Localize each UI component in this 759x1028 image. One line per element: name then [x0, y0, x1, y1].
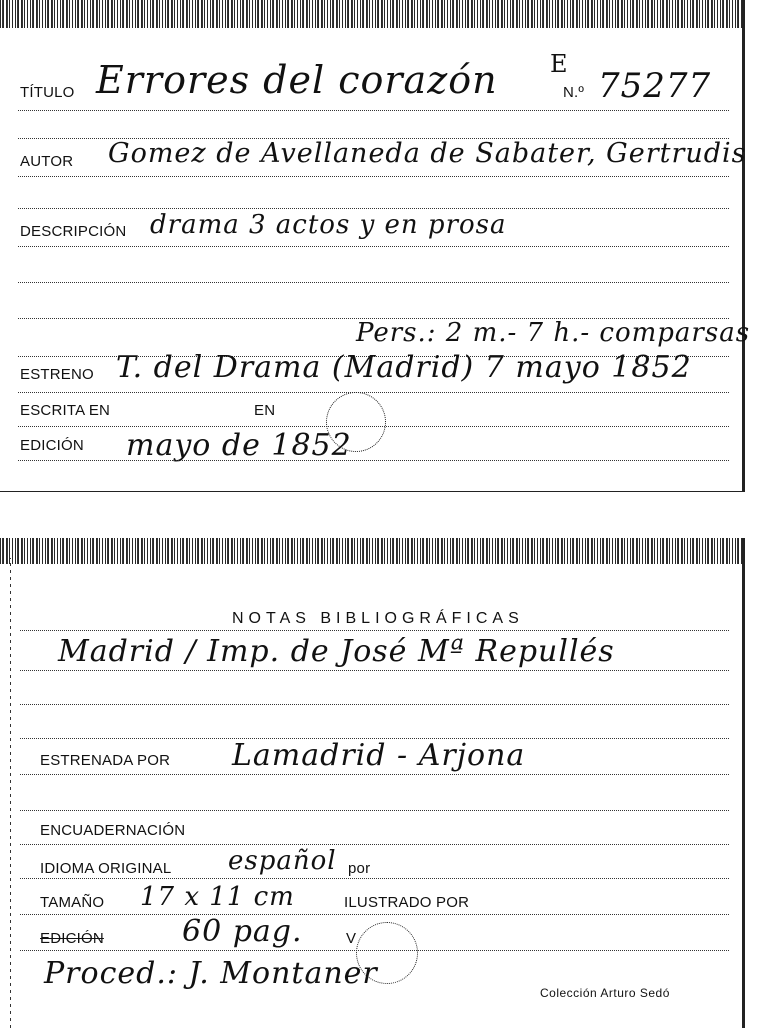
autor-label: AUTOR	[20, 153, 74, 170]
divider	[20, 810, 729, 811]
estreno-value: T. del Drama (Madrid) 7 mayo 1852	[116, 350, 692, 385]
edicion-value: mayo de 1852	[126, 428, 352, 463]
notas-value: Madrid / Imp. de José Mª Repullés	[58, 634, 615, 669]
divider	[18, 426, 729, 427]
estrenada-por-value: Lamadrid - Arjona	[232, 738, 526, 773]
en-label: EN	[254, 402, 276, 419]
divider	[18, 460, 729, 461]
divider	[20, 704, 729, 705]
estreno-label: ESTRENO	[20, 366, 94, 383]
numero-value: 75277	[598, 66, 712, 106]
divider	[18, 110, 729, 111]
card-bottom-edge	[0, 491, 745, 492]
divider	[20, 774, 729, 775]
ilustrado-por-label: ILUSTRADO POR	[344, 894, 470, 911]
card-right-edge	[742, 538, 745, 1028]
card-top-edge	[0, 0, 745, 28]
numero-mark: E	[550, 50, 569, 78]
procedencia-value: Proced.: J. Montaner	[44, 956, 378, 991]
divider	[18, 392, 729, 393]
divider	[20, 950, 729, 951]
v-label: V	[346, 930, 357, 947]
titulo-value: Errores del corazón	[96, 58, 498, 102]
idioma-original-value: español	[228, 846, 337, 876]
divider	[18, 176, 729, 177]
coleccion-footer: Colección Arturo Sedó	[540, 986, 670, 1000]
divider	[20, 914, 729, 915]
descripcion-value: drama 3 actos y en prosa	[150, 210, 507, 240]
numero-label: N.º	[563, 84, 585, 101]
card-right-edge	[742, 0, 745, 492]
edicion-label: EDICIÓN	[40, 930, 104, 947]
personajes-value: Pers.: 2 m.- 7 h.- comparsas	[356, 318, 751, 348]
edicion-label: EDICIÓN	[20, 437, 84, 454]
divider	[20, 878, 729, 879]
divider	[18, 208, 729, 209]
titulo-label: TÍTULO	[20, 84, 75, 101]
encuadernacion-label: ENCUADERNACIÓN	[40, 822, 186, 839]
notas-heading: NOTAS BIBLIOGRÁFICAS	[232, 610, 524, 627]
divider	[18, 246, 729, 247]
autor-value: Gomez de Avellaneda de Sabater, Gertrudis	[108, 138, 747, 169]
descripcion-label: DESCRIPCIÓN	[20, 223, 127, 240]
divider	[20, 844, 729, 845]
edicion-value: 60 pag.	[182, 914, 303, 949]
estrenada-por-label: ESTRENADA POR	[40, 752, 171, 769]
divider	[20, 630, 729, 631]
catalog-card-back	[0, 538, 745, 1028]
card-left-edge	[10, 558, 11, 1028]
escrita-en-label: ESCRITA EN	[20, 402, 111, 419]
idioma-original-label: IDIOMA ORIGINAL	[40, 860, 172, 877]
por-label: por	[348, 860, 371, 877]
divider	[20, 670, 729, 671]
divider	[18, 282, 729, 283]
tamano-label: TAMAÑO	[40, 894, 105, 911]
catalog-card-front	[0, 0, 751, 492]
tamano-value: 17 x 11 cm	[140, 882, 295, 912]
card-top-edge	[0, 538, 745, 564]
